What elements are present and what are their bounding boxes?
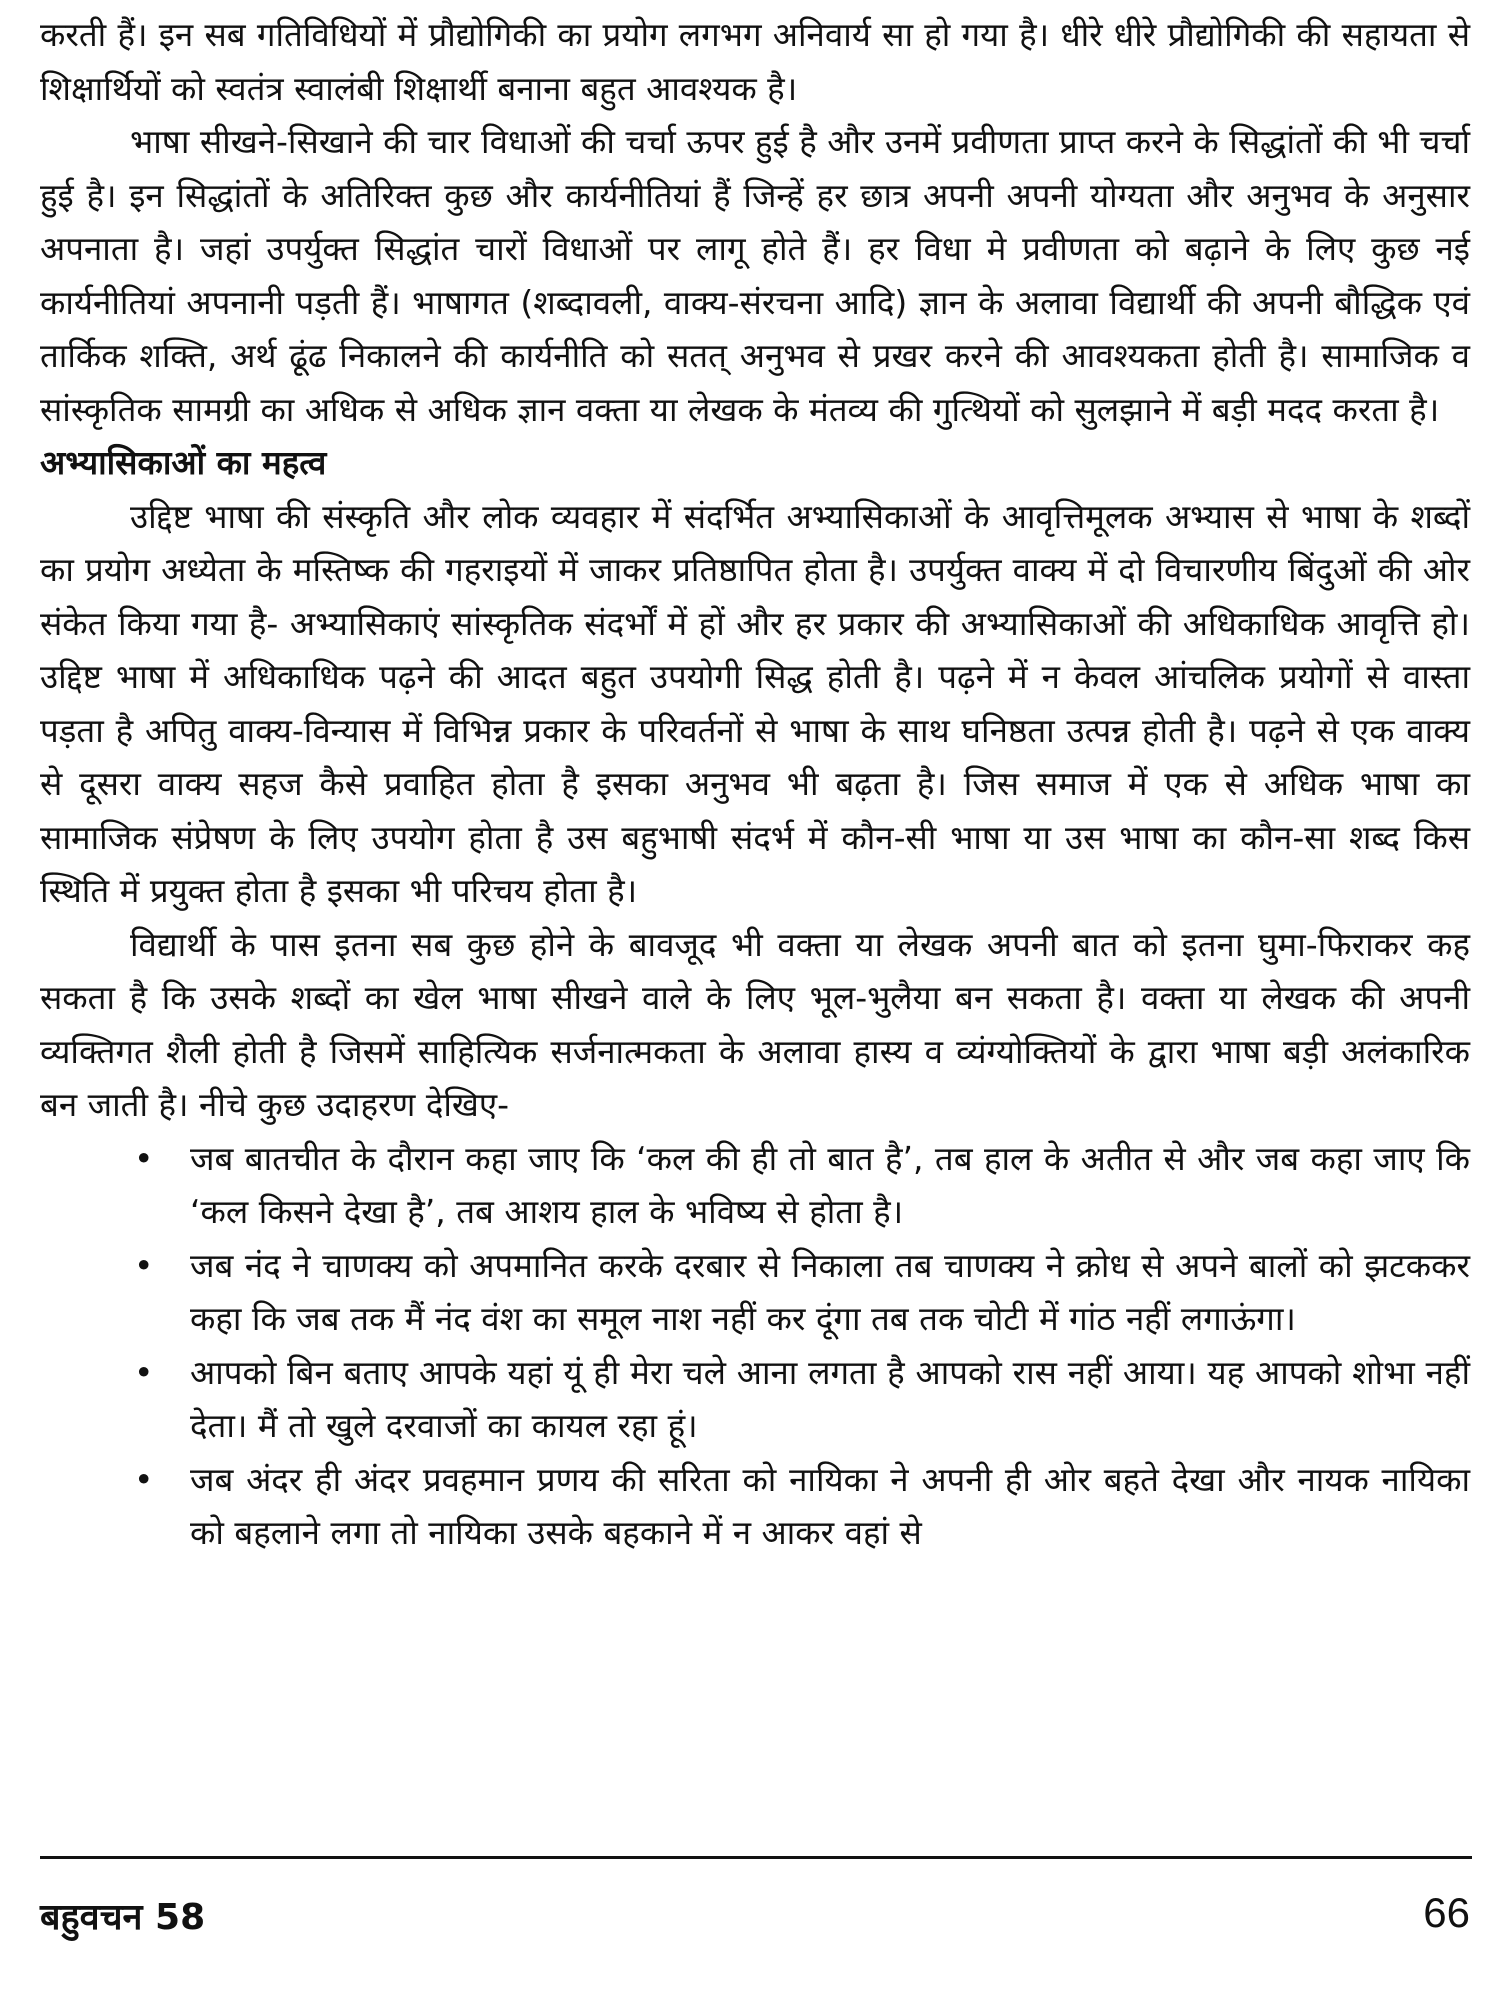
journal-title: बहुवचन 58 [40, 1897, 206, 1938]
list-item [40, 1453, 1470, 1560]
paragraph-2: भाषा सीखने-सिखाने की चार विधाओं की चर्चा ऊपर हुई है और उनमें प्रवीणता प्राप्त करने के सिद्धांतों की भी चर्चा हुई है। इन सिद्धांतों के अतिरिक्त कुछ और कार्यनीतियां हैं जिन्हें हर छात्र अपनी अपनी योग्यता और अनुभव के अनुसार अपनाता है। जहां उपर्युक्त सिद्धांत चारों विधाओं पर लागू होते हैं। हर विधा मे प्रवीणता को बढ़ाने के लिए कुछ नई कार्यनीतियां अपनानी पड़ती हैं। भाषागत (शब्दावली, वाक्य-संरचना आदि) ज्ञान के अलावा विद्यार्थी की अपनी बौद्धिक एवं तार्किक शक्ति, अर्थ ढूंढ निकालने की कार्यनीति को सतत् अनुभव से प्रखर करने की आवश्यकता होती है। सामाजिक व सांस्कृतिक सामग्री का अधिक से अधिक ज्ञान वक्ता या लेखक के मंतव्य की गुत्थियों को सुलझाने में बड़ी मदद करता है। [40, 122, 1471, 429]
list-item-text: जब नंद ने चाणक्य को अपमानित करके दरबार से निकाला तब चाणक्य ने क्रोध से अपने बालों को झटककर कहा कि जब तक मैं नंद वंश का समूल नाश नहीं कर दूंगा तब तक चोटी में गांठ नहीं लगाऊंगा। [190, 1245, 1470, 1338]
bullet-icon: • [134, 1138, 154, 1178]
example-list [40, 1132, 1470, 1560]
page-number: 66 [1423, 1889, 1470, 1936]
list-item [40, 1132, 1470, 1239]
paragraph-1: करती हैं। इन सब गतिविधियों में प्रौद्योगिकी का प्रयोग लगभग अनिवार्य सा हो गया है। धीरे धीरे प्रौद्योगिकी की सहायता से शिक्षार्थियों को स्वतंत्र स्वालंबी शिक्षार्थी बनाना बहुत आवश्यक है। [40, 15, 1470, 108]
footer-divider [40, 1856, 1472, 1859]
list-item-text: जब बातचीत के दौरान कहा जाए कि ‘कल की ही तो बात है’, तब हाल के अतीत से और जब कहा जाए कि ‘कल किसने देखा है’, तब आशय हाल के भविष्य से होता है। [190, 1138, 1470, 1231]
list-item-text: आपको बिन बताए आपके यहां यूं ही मेरा चले आना लगता है आपको रास नहीं आया। यह आपको शोभा नहीं देता। मैं तो खुले दरवाजों का कायल रहा हूं। [190, 1352, 1470, 1445]
document-page [40, 8, 1470, 1998]
bullet-icon: • [134, 1352, 154, 1392]
bullet-icon: • [134, 1245, 154, 1285]
paragraph-3: उद्दिष्ट भाषा की संस्कृति और लोक व्यवहार में संदर्भित अभ्यासिकाओं के आवृत्तिमूलक अभ्यास से भाषा के शब्दों का प्रयोग अध्येता के मस्तिष्क की गहराइयों में जाकर प्रतिष्ठापित होता है। उपर्युक्त वाक्य में दो विचारणीय बिंदुओं की ओर संकेत किया गया है- अभ्यासिकाएं सांस्कृतिक संदर्भों में हों और हर प्रकार की अभ्यासिकाओं की अधिकाधिक आवृत्ति हो। उद्दिष्ट भाषा में अधिकाधिक पढ़ने की आदत बहुत उपयोगी सिद्ध होती है। पढ़ने में न केवल आंचलिक प्रयोगों से वास्ता पड़ता है अपितु वाक्य-विन्यास में विभिन्न प्रकार के परिवर्तनों से भाषा के साथ घनिष्ठता उत्पन्न होती है। पढ़ने से एक वाक्य से दूसरा वाक्य सहज कैसे प्रवाहित होता है इसका अनुभव भी बढ़ता है। जिस समाज में एक से अधिक भाषा का सामाजिक संप्रेषण के लिए उपयोग होता है उस बहुभाषी संदर्भ में कौन-सी भाषा या उस भाषा का कौन-सा शब्द किस स्थिति में प्रयुक्त होता है इसका भी परिचय होता है। [40, 496, 1470, 910]
paragraph-4: विद्यार्थी के पास इतना सब कुछ होने के बावजूद भी वक्ता या लेखक अपनी बात को इतना घुमा-फिराकर कह सकता है कि उसके शब्दों का खेल भाषा सीखने वाले के लिए भूल-भुलैया बन सकता है। वक्ता या लेखक की अपनी व्यक्तिगत शैली होती है जिसमें साहित्यिक सर्जनात्मकता के अलावा हास्य व व्यंग्योक्तियों के द्वारा भाषा बड़ी अलंकारिक बन जाती है। नीचे कुछ उदाहरण देखिए- [40, 924, 1470, 1124]
list-item [40, 1239, 1470, 1346]
list-item [40, 1346, 1470, 1453]
section-heading: अभ्यासिकाओं का महत्व [40, 443, 327, 482]
bullet-icon: • [134, 1459, 154, 1499]
list-item-text: जब अंदर ही अंदर प्रवहमान प्रणय की सरिता को नायिका ने अपनी ही ओर बहते देखा और नायक नायिका को बहलाने लगा तो नायिका उसके बहकाने में न आकर वहां से [190, 1459, 1470, 1552]
